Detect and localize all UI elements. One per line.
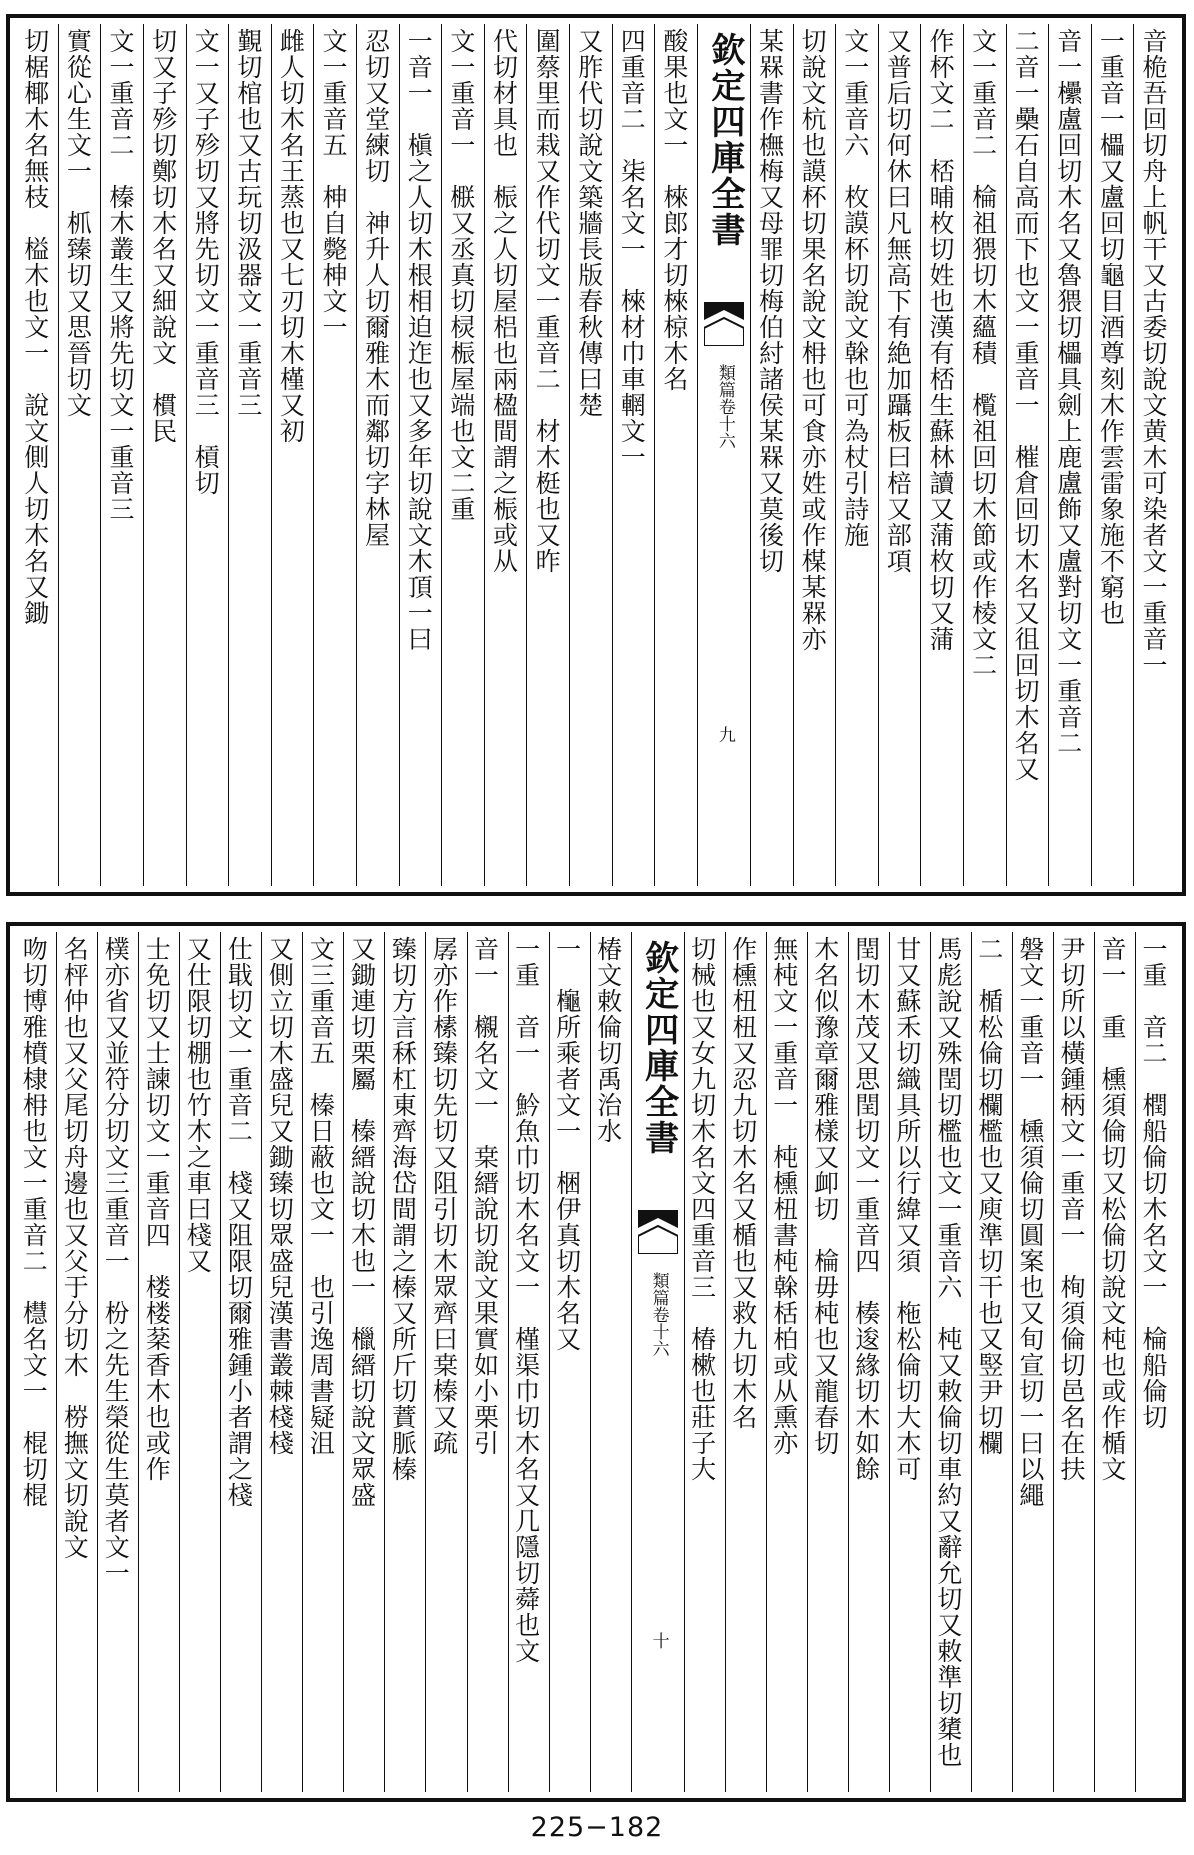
text-column: 椿文敕倫切禹治水 <box>590 932 631 1792</box>
text-column: 實從心生文一 枛臻切又思晉切文 <box>58 24 101 886</box>
page-center-fold <box>697 24 750 886</box>
text-column: 士免切又士諫切文一重音四 楼楼棻香木也或作 <box>138 932 179 1792</box>
text-column: 切又子殄切鄭切木名又細說文 樌民 <box>143 24 186 886</box>
lower-page-columns <box>16 932 1176 1792</box>
upper-page-panel <box>6 14 1186 896</box>
text-column: 作杯文二 桮晡枚切姓也漢有桮生蘇林讀又蒲枚切又蒲 <box>920 24 963 886</box>
text-column: 臻切方言秝杠東齊海岱間謂之榛又所斤切蕡脈榛 <box>384 932 425 1792</box>
text-column: 文一重音六 枚謨杯切說文榦也可為杖引詩施 <box>835 24 878 886</box>
text-column: 又仕限切棚也竹木之車曰棧又 <box>179 932 220 1792</box>
volume-label: 卷十六 <box>714 398 735 449</box>
text-column: 孱亦作榡臻切先切又阻引切木眾齊曰枽榛又疏 <box>425 932 466 1792</box>
category-and-volume <box>698 364 750 504</box>
text-column: 又普后切何休曰凡無高下有絶加躡板曰棓又部項 <box>878 24 921 886</box>
text-column: 某槑書作橅梅又母罪切梅伯紂諸侯某槑又莫後切 <box>750 24 793 886</box>
text-column: 一重音一櫑又盧回切龜目酒尊刻木作雲雷象施不窮也 <box>1091 24 1134 886</box>
fish-tail-mark-icon <box>638 1210 678 1254</box>
text-column: 四重音二 㭍名文一 棶材巾車輞文一 <box>612 24 655 886</box>
upper-page-columns <box>16 24 1176 886</box>
text-column: 名枰仲也又父尾切舟邊也又父于分切木 梤撫文切說文 <box>56 932 97 1792</box>
text-column: 音桅吾回切舟上帆干又古委切說文黄木可染者文一重音一 <box>1133 24 1176 886</box>
text-column: 吻切博雅橨棣枏也文一重音二 櫘名文一 棍切棍 <box>19 936 49 1508</box>
text-column: 作櫄杻杻又忍九切木名又楯也又救九切木名 <box>725 932 766 1792</box>
category-label: 類篇 <box>714 364 735 398</box>
volume-label: 卷十六 <box>648 1306 669 1357</box>
text-column: 雌人切木名王蒸也又七刃切木槿又初 <box>271 24 314 886</box>
book-title: 欽定四庫全書 <box>704 32 745 248</box>
text-column: 閏切木茂又思閏切文一重音四 楱逡緣切木如餘 <box>848 932 889 1792</box>
text-column: 又鋤連切栗屬 榛縉說切木也一 㯿縉切說文眾盛 <box>343 932 384 1792</box>
text-column: 音一 重 櫄須倫切又松倫切說文杶也或作楯文 <box>1094 932 1135 1792</box>
category-and-volume <box>632 1272 684 1412</box>
text-column: 忍切又堂練切 神升人切爾雅木而鄰切字林屋 <box>356 24 399 886</box>
text-column: 樸亦省又並符分切文三重音一 枌之先生榮從生莫者文一 <box>97 932 138 1792</box>
text-column: 一音一 槇之人切木根相迫迮也又多年切說文木頂一曰 <box>399 24 442 886</box>
text-column: 文一重音二 棆祖猥切木蘊積 㰖祖回切木節或作棱文二 <box>963 24 1006 886</box>
text-column: 文三重音五 榛日蔽也文一 也引逸周書疑沮 <box>302 932 343 1792</box>
text-column: 代切材具也 桭之人切屋梠也兩楹間謂之桭或从 <box>484 24 527 886</box>
text-column: 磐文一重音一 櫄須倫切圓案也又旬宣切一曰以繩 <box>1012 932 1053 1792</box>
page-number: 九 <box>714 726 735 743</box>
text-column: 一 櫷所乘者文一 梱伊真切木名又 <box>549 932 590 1792</box>
text-column: 文一重音二 榛木叢生又將先切文一重音三 <box>100 24 143 886</box>
page-number: 十 <box>648 1632 669 1649</box>
page-center-fold <box>631 932 684 1792</box>
text-column: 一重 音二 橍船倫切木名文一 棆船倫切 <box>1135 932 1176 1792</box>
text-column: 酸果也文一 棶郎才切棶椋木名 <box>654 24 697 886</box>
text-column: 切械也又女九切木名文四重音三 椿樕也莊子大 <box>684 932 725 1792</box>
category-label: 類篇 <box>648 1272 669 1306</box>
text-column: 覲切棺也又古玩切汲器文一重音三 <box>228 24 271 886</box>
text-column: 切說文杭也謨杯切果名說文枏也可食亦姓或作楳某槑亦 <box>793 24 836 886</box>
lower-page-panel <box>6 922 1186 1802</box>
text-column: 切椐椰木名無枝 榏木也文一 說文側人切木名又鋤 <box>20 28 50 626</box>
text-column: 馬彪說又殊閏切檻也文一重音六 杶又敕倫切車約又辭允切又敕準切橥也 <box>930 932 971 1792</box>
text-column: 甘又蘇禾切織具所以行緯又須 柂松倫切大木可 <box>889 932 930 1792</box>
text-column: 文一又子殄切又將先切文一重音三 槓切 <box>186 24 229 886</box>
text-column: 音一欙盧回切木名又魯猥切櫑具劍上鹿盧飾又盧對切文一重音二 <box>1048 24 1091 886</box>
text-column: 圍蔡里而栽又作代切文一重音二 材木梃也又昨 <box>526 24 569 886</box>
text-column: 文一重音一 㮳又丞真切棂桭屋端也文二重 <box>441 24 484 886</box>
text-column: 文一重音五 柛自斃柛文一 <box>313 24 356 886</box>
text-column: 一重 音一 䰼魚巾切木名文一 槿渠巾切木名又几隱切蕣也文 <box>508 932 549 1792</box>
scan-reference-label: 225−182 <box>530 1812 664 1843</box>
text-column: 音一 櫬名文一 枽縉說切說文果實如小栗引 <box>467 932 508 1792</box>
fish-tail-mark-icon <box>704 302 744 346</box>
text-column: 仕戢切文一重音二 棧又阻限切爾雅鍾小者謂之棧 <box>220 932 261 1792</box>
text-column: 二 楯松倫切欄檻也又庾準切干也又竪尹切欄 <box>971 932 1012 1792</box>
text-column: 又胙代切說文築牆長版春秋傳曰楚 <box>569 24 612 886</box>
text-column: 無杶文一重音一 杶櫄杻書杶榦栝柏或从熏亦 <box>766 932 807 1792</box>
text-column: 尹切所以橫鍾柄文一重音一 栒須倫切邑名在扶 <box>1053 932 1094 1792</box>
text-column: 木名似豫章爾雅樣又卹切 棆毋杶也又龍春切 <box>807 932 848 1792</box>
book-title: 欽定四庫全書 <box>638 940 679 1156</box>
text-column: 又側立切木盛兒又鋤臻切眾盛兒漢書叢棘棧棧 <box>261 932 302 1792</box>
text-column: 二音一櫐石自高而下也文一重音一 槯倉回切木名又徂回切木名又 <box>1006 24 1049 886</box>
